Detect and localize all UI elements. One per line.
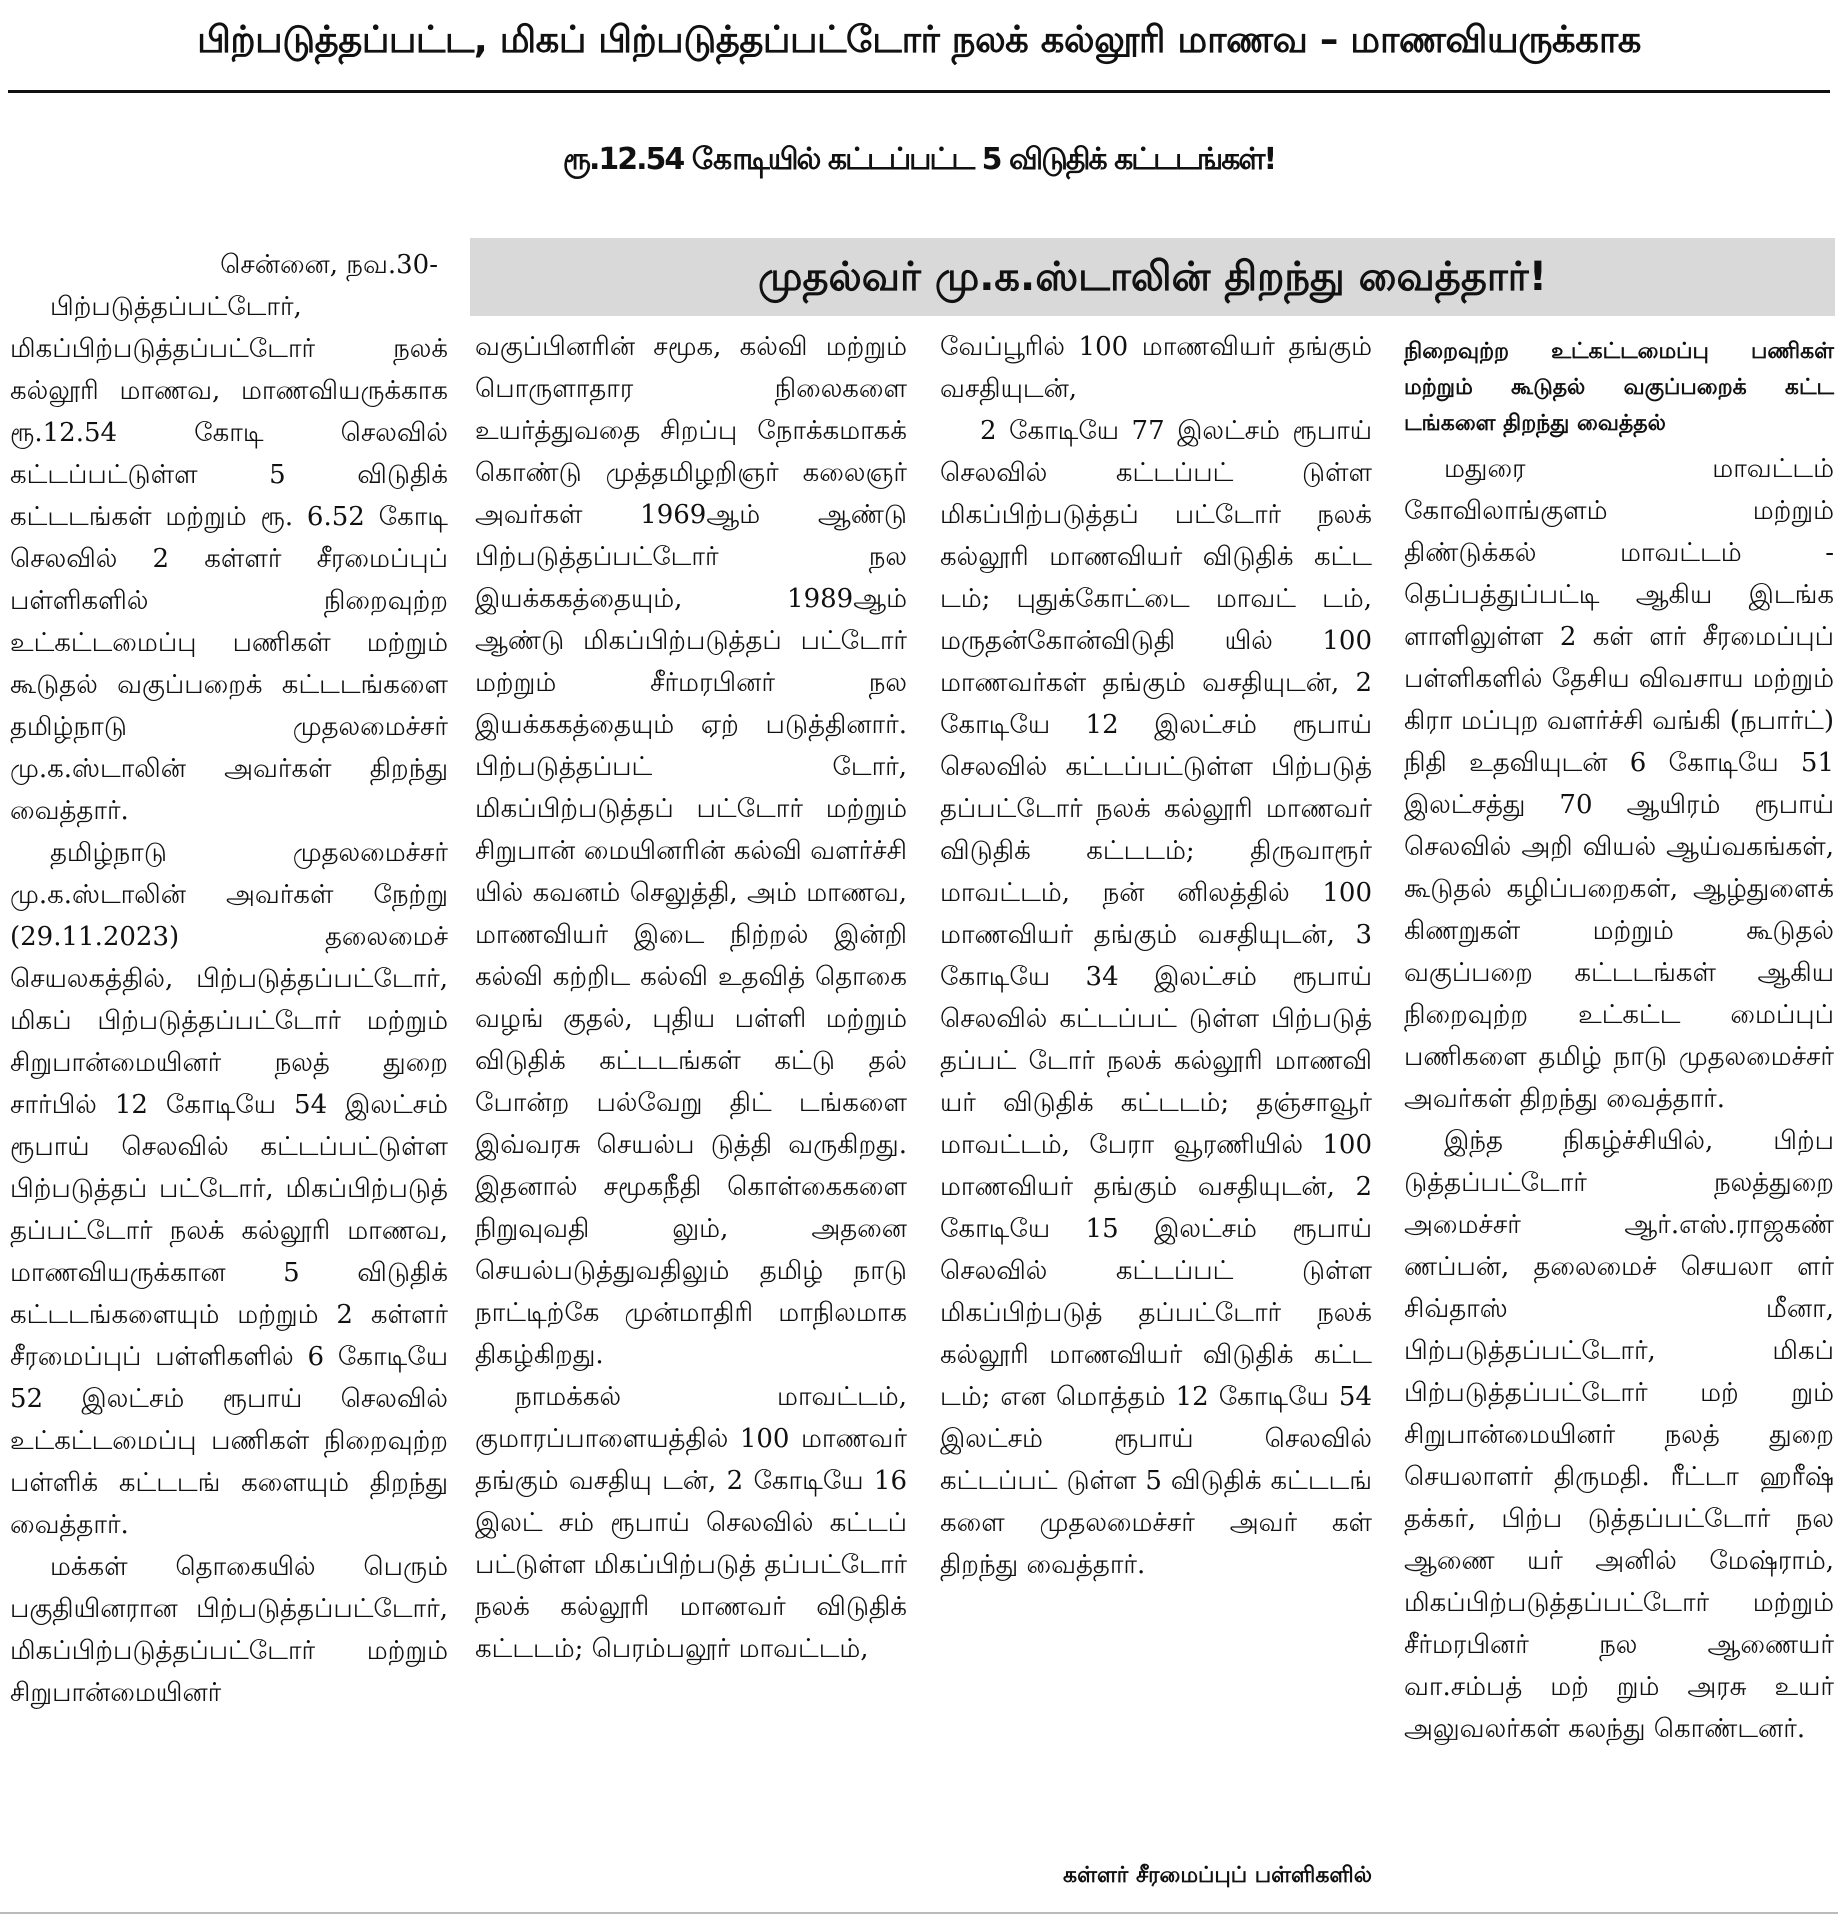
article-column-3 (940, 326, 1372, 1586)
column4-paragraph: இந்த நிகழ்ச்சியில், பிற்ப டுத்தப்பட்டோர் நலத்துறை அமைச்சர் ஆர்.எஸ்.ராஜகண் ணப்பன், தலைமைச் செயலா ளர் சிவ்தாஸ் மீனா, பிற்படுத்தப்பட்டோர், மிகப் பிற்படுத்தப்பட்டோர் மற் றும் சிறுபான்மையினர் நலத் துறை செயலாளர் திருமதி. ரீட்டா ஹரீஷ் தக்கர், பிற்ப டுத்தப்பட்டோர் நல ஆணை யர் அனில் மேஷ்ராம், மிகப்பிற்படுத்தப்பட்டோர் மற்றும் சீர்மரபினர் நல ஆணையர் வா.சம்பத் மற் றும் அரசு உயர் அலுவலர்கள் கலந்து கொண்டனர். (1404, 1126, 1834, 1744)
section-subhead: நிறைவுற்ற உட்கட்டமைப்பு பணிகள் மற்றும் கூடுதல் வகுப்பறைக் கட்ட டங்களை திறந்து வைத்தல் (1404, 339, 1834, 436)
column1-paragraph: பிற்படுத்தப்பட்டோர், மிகப்பிற்படுத்தப்பட்டோர் நலக் கல்லூரி மாணவ, மாணவியருக்காக ரூ.12.54 கோடி செலவில் கட்டப்பட்டுள்ள 5 விடுதிக் கட்டடங்கள் மற்றும் ரூ. 6.52 கோடி செலவில் 2 கள்ளர் சீரமைப்புப் பள்ளிகளில் நிறைவுற்ற உட்கட்டமைப்பு பணிகள் மற்றும் கூடுதல் வகுப்பறைக் கட்டடங்களை தமிழ்நாடு முதலமைச்சர் மு.க.ஸ்டாலின் அவர்கள் திறந்து வைத்தார். (10, 292, 448, 826)
column2-paragraph: வகுப்பினரின் சமூக, கல்வி மற்றும் பொருளாதார நிலைகளை உயர்த்துவதை சிறப்பு நோக்கமாகக் கொண்டு முத்தமிழறிஞர் கலைஞர் அவர்கள் 1969ஆம் ஆண்டு பிற்படுத்தப்பட்டோர் நல இயக்ககத்தையும், 1989ஆம் ஆண்டு மிகப்பிற்படுத்தப் பட்டோர் மற்றும் சீர்மரபினர் நல இயக்ககத்தையும் ஏற் படுத்தினார். பிற்படுத்தப்பட் டோர், மிகப்பிற்படுத்தப் பட்டோர் மற்றும் சிறுபான் மையினரின் கல்வி வளர்ச்சி யில் கவனம் செலுத்தி, அம் மாணவ, மாணவியர் இடை நிற்றல் இன்றி கல்வி கற்றிட கல்வி உதவித் தொகை வழங் குதல், புதிய பள்ளி மற்றும் விடுதிக் கட்டடங்கள் கட்டு தல் போன்ற பல்வேறு திட் டங்களை இவ்வரசு செயல்ப டுத்தி வருகிறது. இதனால் சமூகநீதி கொள்கைகளை நிறுவுவதி லும், அதனை செயல்படுத்துவதிலும் தமிழ் நாடு நாட்டிற்கே முன்மாதிரி மாநிலமாக திகழ்கிறது. (475, 332, 907, 1370)
column3-paragraph: வேப்பூரில் 100 மாணவியர் தங்கும் வசதியுடன், (940, 332, 1372, 404)
column2-paragraph: நாமக்கல் மாவட்டம், குமாரப்பாளையத்தில் 100 மாணவர் தங்கும் வசதியு டன், 2 கோடியே 16 இலட் சம் ரூபாய் செலவில் கட்டப் பட்டுள்ள மிகப்பிற்படுத் தப்பட்டோர் நலக் கல்லூரி மாணவர் விடுதிக் கட்டடம்; பெரம்பலூர் மாவட்டம், (475, 1382, 907, 1664)
column4-paragraph: மதுரை மாவட்டம் கோவிலாங்குளம் மற்றும் திண்டுக்கல் மாவட்டம் - தெப்பத்துப்பட்டி ஆகிய இடங்க ளாளிலுள்ள 2 கள் ளர் சீரமைப்புப் பள்ளிகளில் தேசிய விவசாய மற்றும் கிரா மப்புற வளர்ச்சி வங்கி (நபார்ட்) நிதி உதவியுடன் 6 கோடியே 51 இலட்சத்து 70 ஆயிரம் ரூபாய் செலவில் அறி வியல் ஆய்வகங்கள், கூடுதல் கழிப்பறைகள், ஆழ்துளைக் கிணறுகள் மற்றும் கூடுதல் வகுப்பறை கட்டடங்கள் ஆகிய நிறைவுற்ற உட்கட்ட மைப்புப் பணிகளை தமிழ் நாடு முதலமைச்சர் அவர்கள் திறந்து வைத்தார். (1404, 454, 1834, 1114)
column1-paragraph: மக்கள் தொகையில் பெரும் பகுதியினரான பிற்படுத்தப்பட்டோர், மிகப்பிற்படுத்தப்பட்டோர் மற்றும் சிறுபான்மையினர் (10, 1552, 448, 1708)
article-column-4 (1404, 334, 1834, 1750)
subheadline: முதல்வர் மு.க.ஸ்டாலின் திறந்து வைத்தார்! (470, 238, 1835, 316)
kicker-headline: பிற்படுத்தப்பட்ட, மிகப் பிற்படுத்தப்பட்டோர் நலக் கல்லூரி மாணவ – மாணவியருக்காக (197, 18, 1641, 61)
dateline: சென்னை, நவ.30- (220, 250, 438, 280)
article-column-1 (10, 244, 448, 1714)
section-subhead: கள்ளர் சீரமைப்புப் பள்ளிகளில் (1063, 1863, 1372, 1888)
bottom-divider (0, 1912, 1838, 1914)
column3-paragraph: 2 கோடியே 77 இலட்சம் ரூபாய் செலவில் கட்டப்பட் டுள்ள மிகப்பிற்படுத்தப் பட்டோர் நலக் கல்லூரி மாணவியர் விடுதிக் கட்ட டம்; புதுக்கோட்டை மாவட் டம், மருதன்கோன்விடுதி யில் 100 மாணவர்கள் தங்கும் வசதியுடன், 2 கோடியே 12 இலட்சம் ரூபாய் செலவில் கட்டப்பட்டுள்ள பிற்படுத் தப்பட்டோர் நலக் கல்லூரி மாணவர் விடுதிக் கட்டடம்; திருவாரூர் மாவட்டம், நன் னிலத்தில் 100 மாணவியர் தங்கும் வசதியுடன், 3 கோடியே 34 இலட்சம் ரூபாய் செலவில் கட்டப்பட் டுள்ள பிற்படுத் தப்பட் டோர் நலக் கல்லூரி மாணவி யர் விடுதிக் கட்டடம்; தஞ்சாவூர் மாவட்டம், பேரா வூரணியில் 100 மாணவியர் தங்கும் வசதியுடன், 2 கோடியே 15 இலட்சம் ரூபாய் செலவில் கட்டப்பட் டுள்ள மிகப்பிற்படுத் தப்பட்டோர் நலக் கல்லூரி மாணவியர் விடுதிக் கட்ட டம்; என மொத்தம் 12 கோடியே 54 இலட்சம் ரூபாய் செலவில் கட்டப்பட் டுள்ள 5 விடுதிக் கட்டடங் களை முதலமைச்சர் அவர் கள் திறந்து வைத்தார். (940, 416, 1372, 1580)
article-column-2 (475, 326, 907, 1670)
headline-rule (8, 90, 1830, 93)
column1-paragraph: தமிழ்நாடு முதலமைச்சர் மு.க.ஸ்டாலின் அவர்கள் நேற்று (29.11.2023) தலைமைச் செயலகத்தில், பிற்படுத்தப்பட்டோர், மிகப் பிற்படுத்தப்பட்டோர் மற்றும் சிறுபான்மையினர் நலத் துறை சார்பில் 12 கோடியே 54 இலட்சம் ரூபாய் செலவில் கட்டப்பட்டுள்ள பிற்படுத்தப் பட்டோர், மிகப்பிற்படுத் தப்பட்டோர் நலக் கல்லூரி மாணவ, மாணவியருக்கான 5 விடுதிக் கட்டடங்களையும் மற்றும் 2 கள்ளர் சீரமைப்புப் பள்ளிகளில் 6 கோடியே 52 இலட்சம் ரூபாய் செலவில் உட்கட்டமைப்பு பணிகள் நிறைவுற்ற பள்ளிக் கட்டடங் களையும் திறந்து வைத்தார். (10, 838, 448, 1540)
main-headline: ரூ.12.54 கோடியில் கட்டப்பட்ட 5 விடுதிக் கட்டடங்கள்! (562, 142, 1276, 177)
